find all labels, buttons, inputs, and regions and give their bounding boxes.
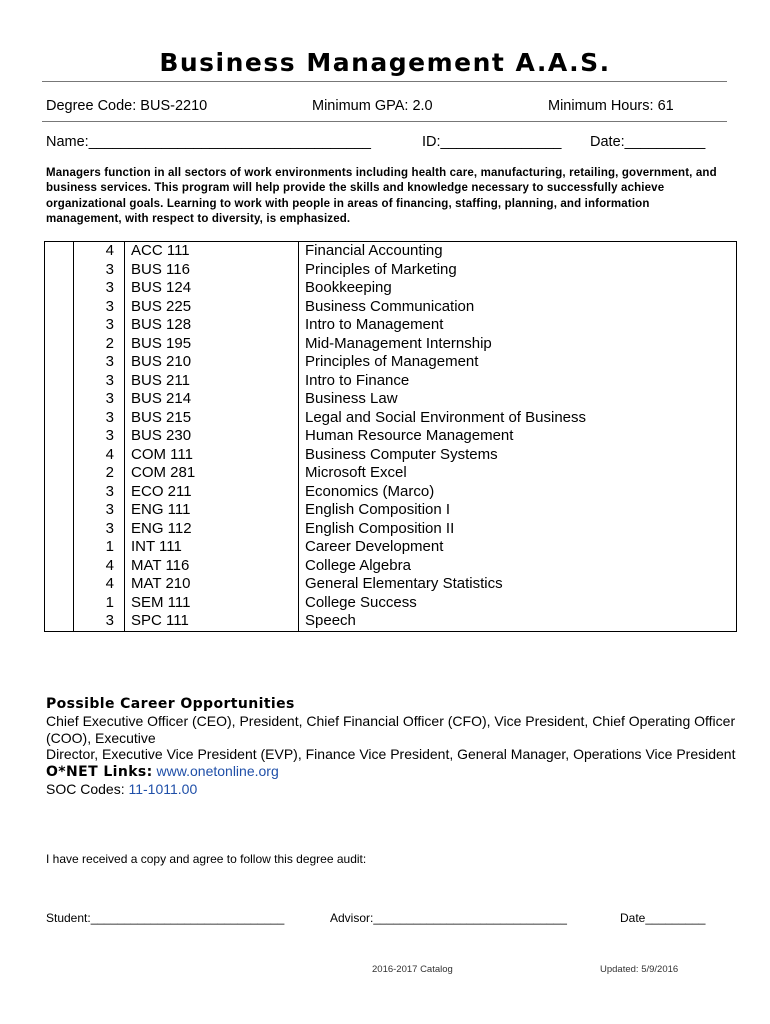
course-credits: 3	[74, 390, 125, 409]
course-name: College Algebra	[299, 557, 737, 576]
course-row	[45, 390, 737, 409]
minimum-hours: Minimum Hours: 61	[548, 98, 674, 114]
page-title: Business Management A.A.S.	[159, 48, 611, 77]
course-name: Business Communication	[299, 298, 737, 317]
career-heading: Possible Career Opportunities	[46, 696, 295, 712]
course-credits: 3	[74, 409, 125, 428]
course-row	[45, 612, 737, 631]
course-row	[45, 594, 737, 613]
course-name: Speech	[299, 612, 737, 631]
soc-link[interactable]: 11-1011.00	[128, 780, 198, 797]
course-row	[45, 353, 737, 372]
course-credits: 3	[74, 501, 125, 520]
onet-link[interactable]: www.onetonline.org	[156, 763, 279, 780]
course-code: ENG 111	[125, 501, 299, 520]
name-field[interactable]: Name:___________________________________	[46, 134, 371, 150]
course-code: ENG 112	[125, 520, 299, 539]
course-checkbox-cell[interactable]	[45, 316, 74, 335]
course-code: MAT 116	[125, 557, 299, 576]
course-checkbox-cell[interactable]	[45, 612, 74, 631]
course-name: Economics (Marco)	[299, 483, 737, 502]
header-divider	[42, 121, 727, 122]
course-row	[45, 446, 737, 465]
course-row	[45, 538, 737, 557]
agreement-statement: I have received a copy and agree to follow this degree audit:	[46, 852, 367, 866]
catalog-year: 2016-2017 Catalog	[372, 964, 453, 975]
course-row	[45, 520, 737, 539]
course-credits: 3	[74, 612, 125, 631]
title-divider	[42, 81, 727, 82]
course-credits: 4	[74, 446, 125, 465]
course-name: Mid-Management Internship	[299, 335, 737, 354]
id-field[interactable]: ID:_______________	[422, 134, 562, 150]
course-checkbox-cell[interactable]	[45, 409, 74, 428]
course-credits: 4	[74, 575, 125, 594]
course-table	[44, 241, 737, 632]
course-name: Intro to Finance	[299, 372, 737, 391]
course-credits: 3	[74, 261, 125, 280]
course-row	[45, 464, 737, 483]
course-checkbox-cell[interactable]	[45, 335, 74, 354]
onet-row	[46, 763, 736, 781]
course-row	[45, 409, 737, 428]
course-credits: 3	[74, 372, 125, 391]
course-checkbox-cell[interactable]	[45, 372, 74, 391]
course-checkbox-cell[interactable]	[45, 520, 74, 539]
course-row	[45, 242, 737, 261]
course-checkbox-cell[interactable]	[45, 594, 74, 613]
course-row	[45, 261, 737, 280]
course-name: English Composition II	[299, 520, 737, 539]
course-code: BUS 124	[125, 279, 299, 298]
course-code: SEM 111	[125, 594, 299, 613]
course-credits: 4	[74, 242, 125, 261]
course-row	[45, 279, 737, 298]
course-name: Microsoft Excel	[299, 464, 737, 483]
course-code: INT 111	[125, 538, 299, 557]
course-credits: 3	[74, 520, 125, 539]
course-name: Intro to Management	[299, 316, 737, 335]
course-checkbox-cell[interactable]	[45, 501, 74, 520]
course-checkbox-cell[interactable]	[45, 261, 74, 280]
course-code: BUS 214	[125, 390, 299, 409]
course-credits: 3	[74, 353, 125, 372]
course-code: SPC 111	[125, 612, 299, 631]
advisor-signature-field[interactable]: Advisor:_____________________________	[330, 911, 567, 925]
signature-date-field[interactable]: Date_________	[620, 911, 706, 925]
soc-row	[46, 781, 736, 798]
course-name: Business Computer Systems	[299, 446, 737, 465]
program-description: Managers function in all sectors of work environments including health care, manufacturing, retailing, government, and business services. This program will help provide the skills and knowledge necessary to successfully achieve organizational goals. Learning to work with people in areas of financing, staffing, planning, and information management, with respect to diversity, is emphasized.	[46, 167, 717, 225]
course-checkbox-cell[interactable]	[45, 575, 74, 594]
course-row	[45, 298, 737, 317]
course-credits: 2	[74, 335, 125, 354]
date-field[interactable]: Date:__________	[590, 134, 706, 150]
course-name: Career Development	[299, 538, 737, 557]
course-row	[45, 501, 737, 520]
course-credits: 3	[74, 427, 125, 446]
student-signature-field[interactable]: Student:_____________________________	[46, 911, 285, 925]
course-checkbox-cell[interactable]	[45, 446, 74, 465]
degree-code: Degree Code: BUS-2210	[46, 98, 208, 114]
course-checkbox-cell[interactable]	[45, 427, 74, 446]
course-row	[45, 427, 737, 446]
course-name: Human Resource Management	[299, 427, 737, 446]
course-code: BUS 116	[125, 261, 299, 280]
course-credits: 4	[74, 557, 125, 576]
course-row	[45, 557, 737, 576]
course-name: Business Law	[299, 390, 737, 409]
course-checkbox-cell[interactable]	[45, 279, 74, 298]
course-checkbox-cell[interactable]	[45, 538, 74, 557]
course-name: Financial Accounting	[299, 242, 737, 261]
minimum-gpa: Minimum GPA: 2.0	[312, 98, 433, 114]
course-credits: 3	[74, 483, 125, 502]
course-credits: 1	[74, 538, 125, 557]
course-code: COM 281	[125, 464, 299, 483]
course-row	[45, 483, 737, 502]
course-credits: 3	[74, 316, 125, 335]
course-code: ECO 211	[125, 483, 299, 502]
course-row	[45, 316, 737, 335]
course-name: Legal and Social Environment of Business	[299, 409, 737, 428]
course-checkbox-cell[interactable]	[45, 242, 74, 261]
career-list-line-1: Chief Executive Officer (CEO), President, Chief Financial Officer (CFO), Vice President, Chief Operating Officer (COO), Executive	[46, 712, 736, 746]
course-name: English Composition I	[299, 501, 737, 520]
course-checkbox-cell[interactable]	[45, 483, 74, 502]
soc-label: SOC Codes:	[46, 780, 125, 797]
course-checkbox-cell[interactable]	[45, 464, 74, 483]
course-credits: 2	[74, 464, 125, 483]
course-name: Principles of Marketing	[299, 261, 737, 280]
course-checkbox-cell[interactable]	[45, 353, 74, 372]
career-section	[46, 696, 736, 798]
course-code: MAT 210	[125, 575, 299, 594]
course-name: Bookkeeping	[299, 279, 737, 298]
course-name: General Elementary Statistics	[299, 575, 737, 594]
course-checkbox-cell[interactable]	[45, 298, 74, 317]
updated-date: Updated: 5/9/2016	[600, 964, 679, 975]
course-name: Principles of Management	[299, 353, 737, 372]
course-code: BUS 230	[125, 427, 299, 446]
career-list-line-2: Director, Executive Vice President (EVP), Finance Vice President, General Manager, Operations Vice President	[46, 746, 736, 763]
course-code: ACC 111	[125, 242, 299, 261]
course-code: BUS 215	[125, 409, 299, 428]
course-row	[45, 372, 737, 391]
course-code: BUS 210	[125, 353, 299, 372]
course-credits: 1	[74, 594, 125, 613]
course-credits: 3	[74, 298, 125, 317]
course-code: BUS 211	[125, 372, 299, 391]
course-code: BUS 195	[125, 335, 299, 354]
course-code: COM 111	[125, 446, 299, 465]
onet-label: O*NET Links:	[46, 764, 153, 781]
course-name: College Success	[299, 594, 737, 613]
course-checkbox-cell[interactable]	[45, 557, 74, 576]
course-checkbox-cell[interactable]	[45, 390, 74, 409]
course-code: BUS 225	[125, 298, 299, 317]
course-row	[45, 335, 737, 354]
course-credits: 3	[74, 279, 125, 298]
course-code: BUS 128	[125, 316, 299, 335]
course-row	[45, 575, 737, 594]
